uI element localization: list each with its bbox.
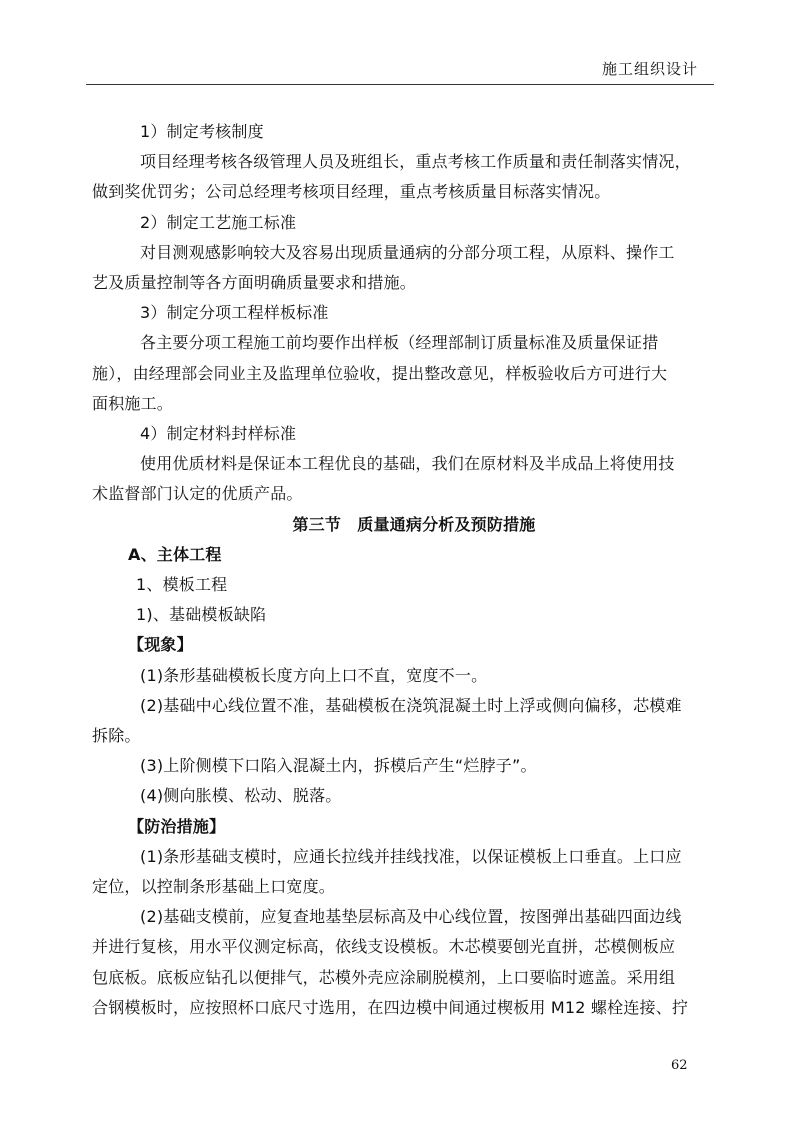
running-header-title: 施工组织设计: [601, 60, 698, 78]
body-text-line: 对目测观感影响较大及容易出现质量通病的分部分项工程，从原料、操作工: [140, 242, 675, 262]
body-text-line: 艺及质量控制等各方面明确质量要求和措施。: [92, 273, 417, 292]
body-text-line: 施），由经理部会同业主及监理单位验收，提出整改意见，样板验收后方可进行大: [92, 363, 668, 383]
body-text-line: 拆除。: [92, 726, 141, 745]
body-text-line: 2）制定工艺施工标准: [140, 212, 297, 232]
body-text-line: 并进行复核，用水平仪测定标高，依线支设模板。木芯模要刨光直拼，芯模侧板应: [92, 937, 676, 957]
body-text-line: 1、模板工程: [136, 575, 228, 594]
subheading-line: 【防治措施】: [128, 816, 226, 836]
body-text-line: (1)条形基础支模时，应通长拉线并挂线找准，以保证模板上口垂直。上口应: [140, 846, 682, 866]
body-text-line: 3）制定分项工程样板标准: [140, 303, 329, 323]
body-text-line: (1)条形基础模板长度方向上口不直，宽度不一。: [140, 665, 488, 685]
subheading-line: A、主体工程: [128, 544, 222, 564]
body-text-line: 合钢模板时，应按照杯口底尺寸选用，在四边模中间通过楔板用 M12 螺栓连接、拧: [92, 997, 689, 1017]
body-text-line: 使用优质材料是保证本工程优良的基础，我们在原材料及半成品上将使用技: [140, 454, 675, 474]
body-text-line: 1)、基础模板缺陷: [136, 605, 267, 625]
body-text-line: 包底板。底板应钻孔以便排气，芯模外壳应涂刷脱模剂，上口要临时遮盖。采用组: [92, 967, 676, 987]
body-text-line: (2)基础支模前，应复查地基垫层标高及中心线位置，按图弹出基础四面边线: [140, 907, 682, 927]
page-number: 62: [671, 1058, 688, 1073]
body-text-line: 面积施工。: [92, 393, 174, 413]
body-text-line: 定位，以控制条形基础上口宽度。: [92, 877, 336, 896]
body-text-line: (3)上阶侧模下口陷入混凝土内，拆模后产生“烂脖子”。: [140, 756, 537, 776]
body-text-line: 项目经理考核各级管理人员及班组长，重点考核工作质量和责任制落实情况，: [140, 152, 691, 172]
body-text-line: 4）制定材料封样标准: [140, 424, 297, 443]
section-heading: 第三节 质量通病分析及预防措施: [292, 514, 536, 534]
body-text-line: 各主要分项工程施工前均要作出样板（经理部制订质量标准及质量保证措: [140, 333, 659, 353]
body-text-line: 术监督部门认定的优质产品。: [92, 484, 303, 504]
body-text-line: 做到奖优罚劣；公司总经理考核项目经理，重点考核质量目标落实情况。: [92, 182, 611, 202]
body-text-line: (4)侧向胀模、松动、脱落。: [140, 786, 342, 806]
body-text-line: (2)基础中心线位置不准，基础模板在浇筑混凝土时上浮或侧向偏移，芯模难: [140, 695, 682, 715]
subheading-line: 【现象】: [128, 635, 193, 655]
header-rule: [86, 84, 714, 85]
body-text-line: 1）制定考核制度: [140, 122, 264, 141]
